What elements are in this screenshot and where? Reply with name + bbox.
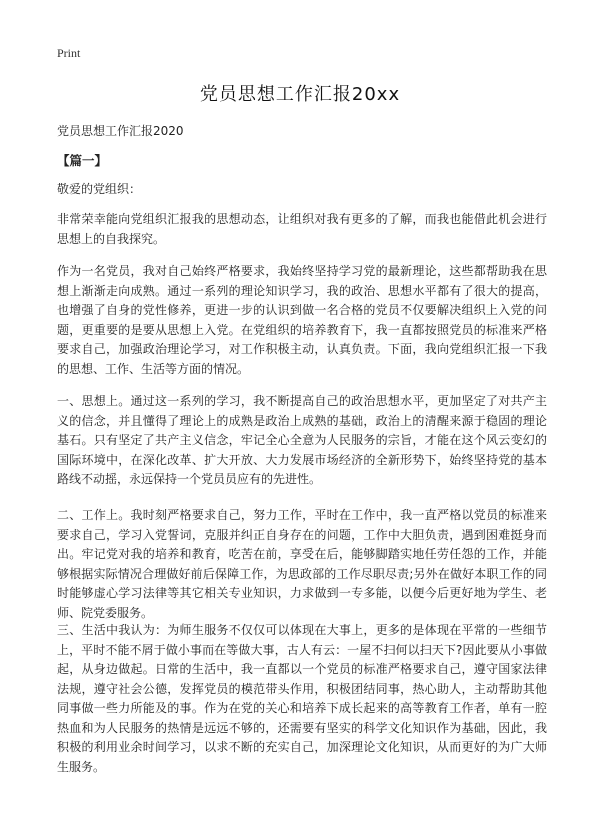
document-subtitle: 党员思想工作汇报2020 <box>57 124 184 138</box>
section-heading: 【篇一】 <box>57 153 108 168</box>
salutation: 敬爱的党组织： <box>57 182 142 196</box>
paragraph-thought: 一、思想上。通过这一系列的学习，我不断提高自己的政治思想水平，更加坚定了对共产主义的信念，并且懂得了理论上的成熟是政治上成熟的基础，政治上的清醒来源于稳固的理论基石。只有坚定了共产主义信念，牢记全心全意为人民服务的宗旨，才能在这个风云变幻的国际环境中，在深化改革、扩大开放、大力发展市场经济的全新形势下，始终坚持党的基本路线不动摇，永远保持一个党员员应有的先进性。 <box>57 394 547 486</box>
paragraph-intro: 非常荣幸能向党组织汇报我的思想动态，让组织对我有更多的了解，而我也能借此机会进行思想上的自我探究。 <box>57 212 547 246</box>
paragraph-work: 二、工作上。我时刻严格要求自己，努力工作，平时在工作中，我一直严格以党员的标准来要求自己，学习入党誓词，克服并纠正自身存在的问题，工作中大胆负责，遇到困难挺身而出。牢记党对我的培养和教育，吃苦在前，享受在后，能够脚踏实地任劳任怨的工作，并能够根据实际情况合理做好前后保障工作，为思政部的工作尽职尽责;另外在做好本职工作的同时能够虚心学习法律等其它相关专业知识，力求做到一专多能，以便今后更好地为学生、老师、院党委服务。 <box>57 508 547 620</box>
paragraph-life: 三、生活中我认为：为师生服务不仅仅可以体现在大事上，更多的是体现在平常的一些细节上，平时不能不屑于做小事而在等做大事，古人有云：一屋不扫何以扫天下?因此要从小事做起，从身边做起。日常的生活中，我一直都以一个党员的标准严格要求自己，遵守国家法律法规，遵守社会公德，发挥党员的模范带头作用，积极团结同事，热心助人，主动帮助其他同事做一些力所能及的事。作为在党的关心和培养下成长起来的高等教育工作者，单有一腔热血和为人民服务的热情是远远不够的，还需要有坚实的科学文化知识作为基础，因此，我积极的利用业余时间学习，以求不断的充实自己，加深理论文化知识，从而更好的为广大师生服务。 <box>57 623 547 774</box>
paragraph-overview: 作为一名党员，我对自己始终严格要求，我始终坚持学习党的最新理论，这些都帮助我在思想上渐渐走向成熟。通过一系列的理论知识学习，我的政治、思想水平都有了很大的提高，也增强了自身的党性修养，更进一步的认识到做一名合格的党员不仅要解决组织上入党的问题，更重要的是要从思想上入党。在党组织的培养教育下，我一直都按照党员的标准来严格要求自己，加强政治理论学习，对工作积极主动，认真负责。下面，我向党组织汇报一下我的思想、工作、生活等方面的情况。 <box>57 264 547 376</box>
page-title: 党员思想工作汇报20xx <box>199 84 401 105</box>
print-link[interactable]: Print <box>57 46 81 60</box>
